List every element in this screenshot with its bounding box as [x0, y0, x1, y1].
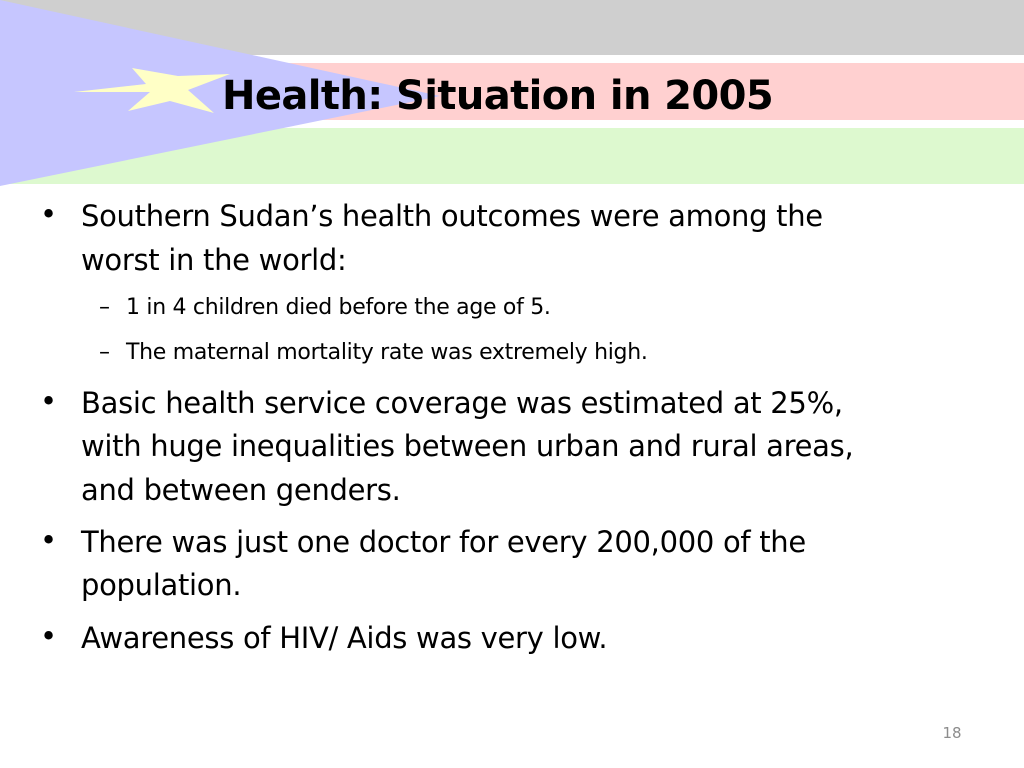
bullet-icon: • — [40, 197, 58, 231]
sub-bullet-line: 1 in 4 children died before the age of 5. — [126, 295, 551, 320]
bullet-line: with huge inequalities between urban and rural areas, — [81, 429, 854, 463]
dash-icon: – — [99, 340, 110, 365]
bullet-icon: • — [40, 523, 58, 557]
bullet-line: Basic health service coverage was estimated at 25%, — [81, 386, 843, 420]
bullet-icon: • — [40, 619, 58, 653]
bullet-line: Southern Sudan’s health outcomes were among the — [81, 199, 823, 233]
dash-icon: – — [99, 295, 110, 320]
bullet-line: There was just one doctor for every 200,000 of the — [81, 525, 806, 559]
bullet-line: Awareness of HIV/ Aids was very low. — [81, 621, 608, 655]
bullet-line: population. — [81, 568, 242, 602]
bullet-line: and between genders. — [81, 473, 401, 507]
bullet-line: worst in the world: — [81, 243, 347, 277]
bullet-icon: • — [40, 384, 58, 418]
page-number: 18 — [942, 724, 962, 742]
slide-title: Health: Situation in 2005 — [222, 73, 774, 119]
sub-bullet-line: The maternal mortality rate was extremely high. — [126, 340, 648, 365]
